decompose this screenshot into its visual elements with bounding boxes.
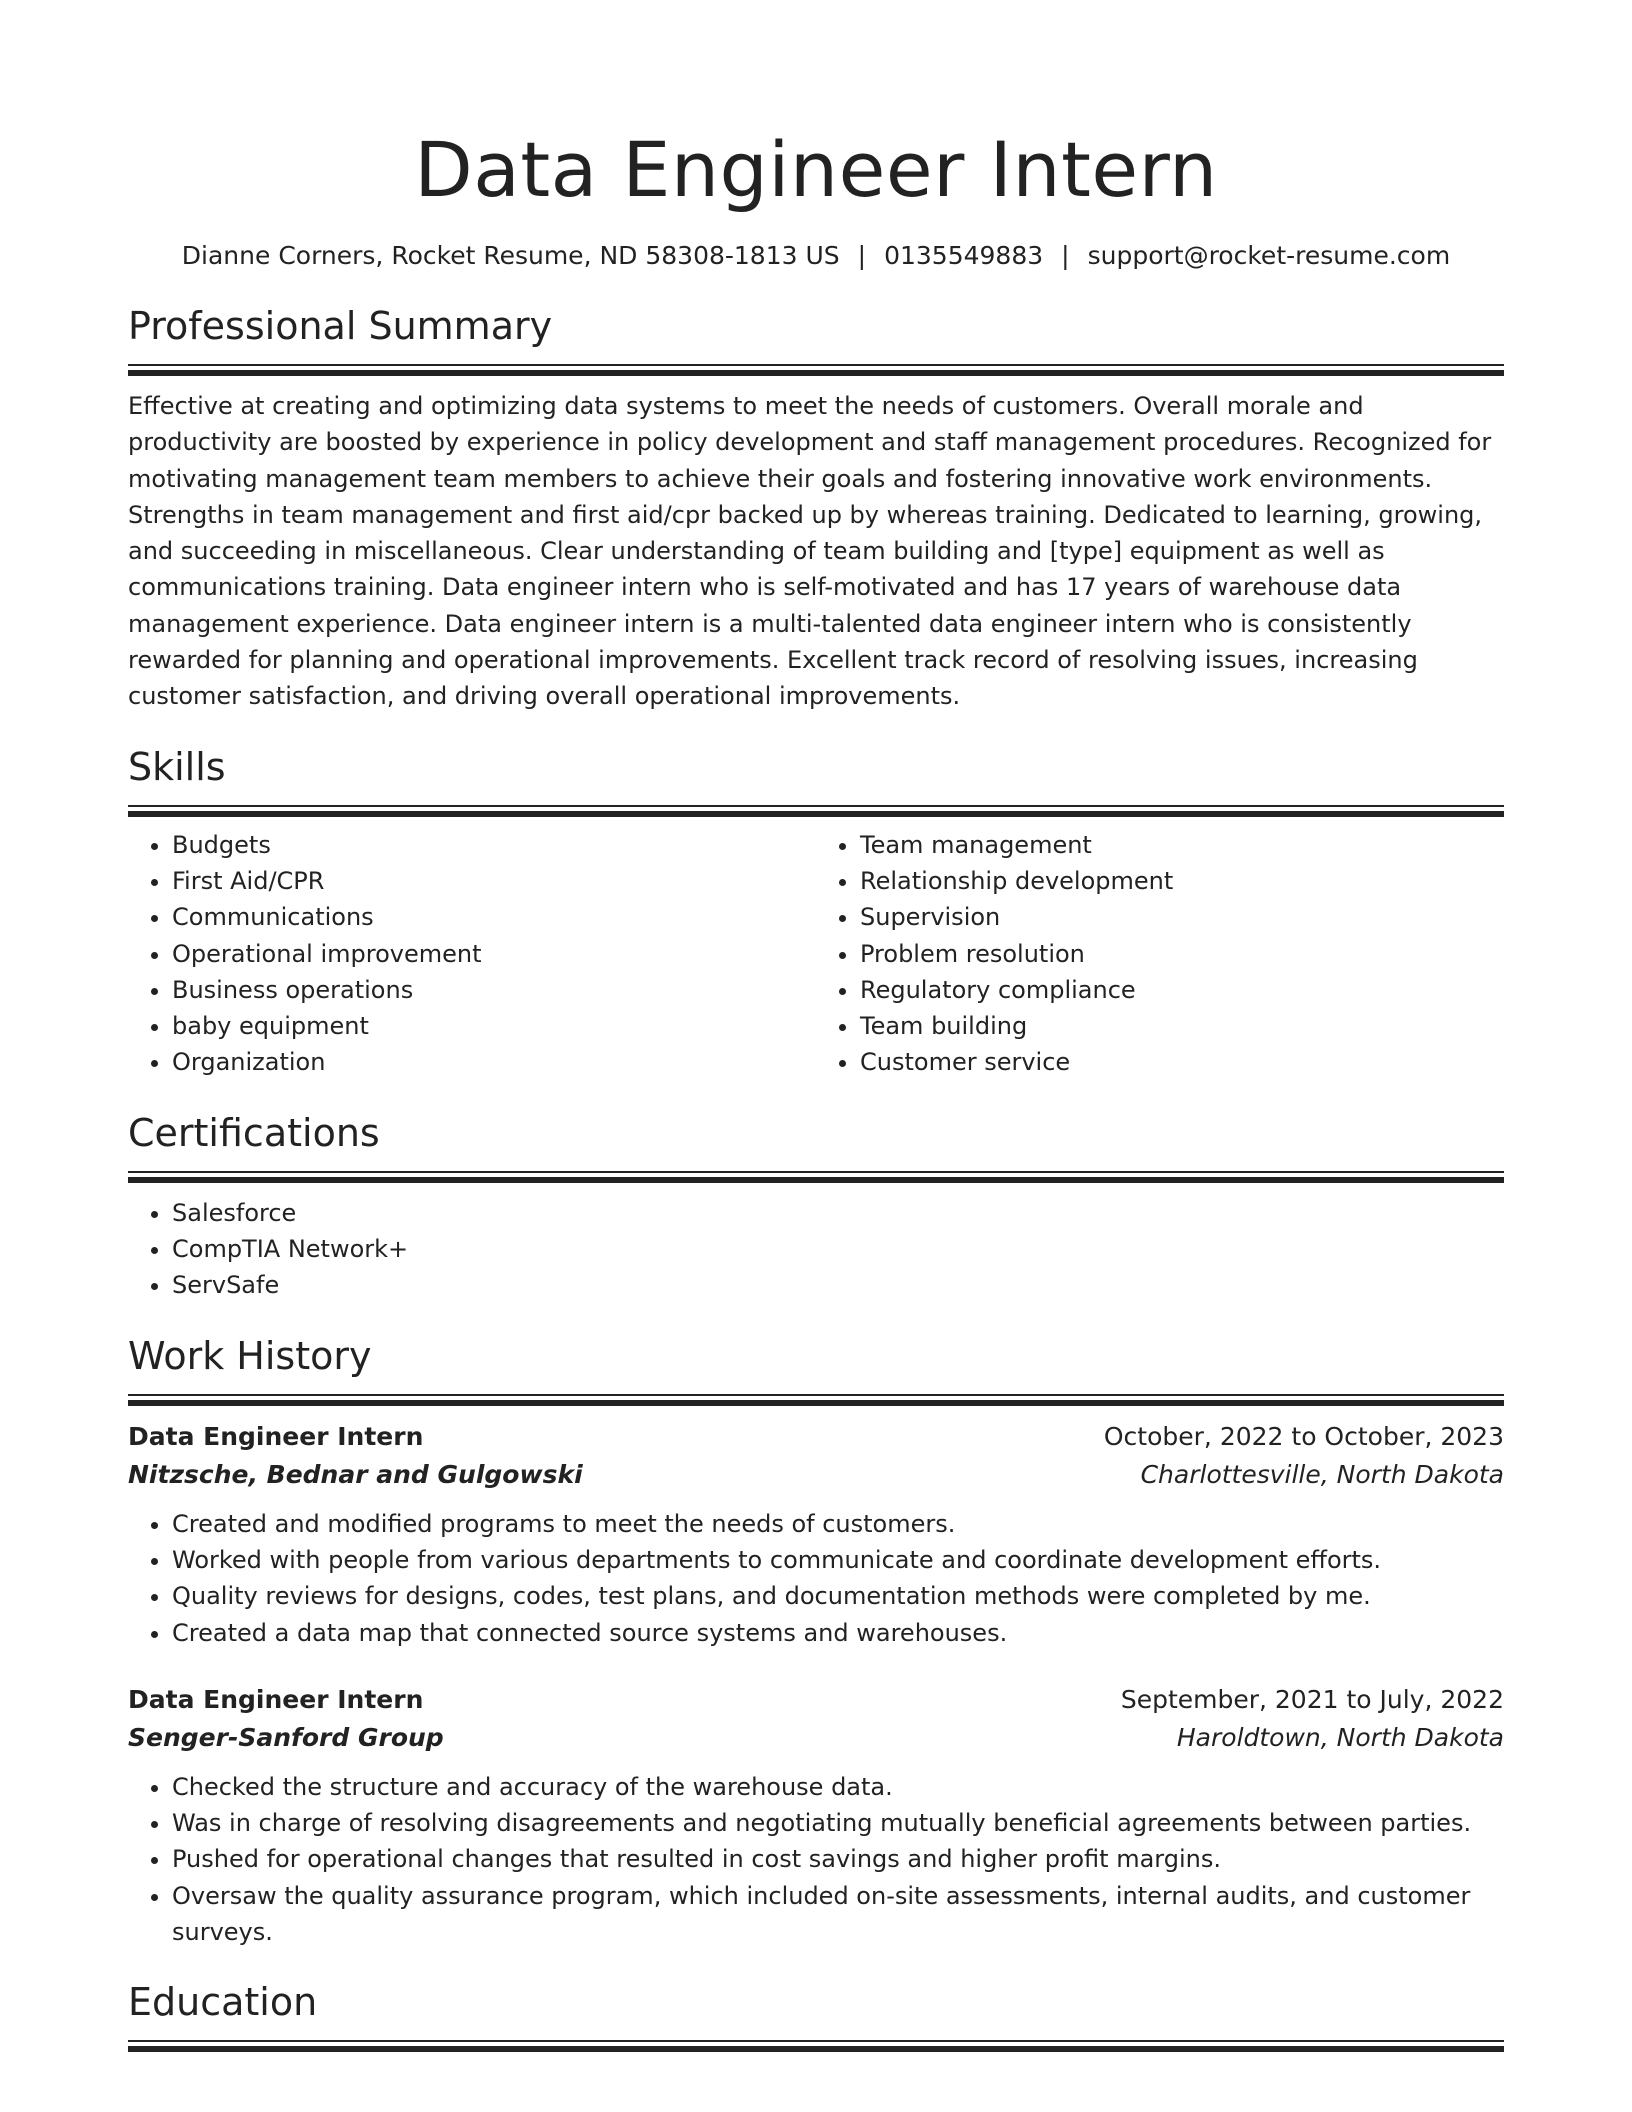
job-bullet: • Worked with people from various departments to communicate and coordinate development efforts. xyxy=(172,1542,1504,1578)
certification-item: • ServSafe xyxy=(172,1267,1504,1303)
section-education xyxy=(128,1976,1504,2052)
job-location: Charlottesville, North Dakota xyxy=(1140,1459,1504,1489)
certification-item: • Salesforce xyxy=(172,1195,1504,1231)
section-divider xyxy=(128,364,1504,376)
job-header-row xyxy=(128,1681,1504,1719)
skill-item: • Relationship development xyxy=(860,863,1504,899)
skill-item: • Organization xyxy=(172,1044,816,1080)
job-bullet: • Oversaw the quality assurance program, which included on-site assessments, internal audits, and customer surveys. xyxy=(172,1878,1504,1951)
skill-item: • Team management xyxy=(860,827,1504,863)
section-divider xyxy=(128,1171,1504,1183)
section-heading-work-history: Work History xyxy=(128,1333,372,1378)
skill-item: • Business operations xyxy=(172,972,816,1008)
skill-item: • Budgets xyxy=(172,827,816,863)
contact-address: Dianne Corners, Rocket Resume, ND 58308-1813 US xyxy=(181,241,840,270)
contact-email[interactable]: support@rocket-resume.com xyxy=(1087,241,1451,270)
skill-item: • Supervision xyxy=(860,899,1504,935)
summary-text: Effective at creating and optimizing data systems to meet the needs of customers. Overall morale and productivity are boosted by experience in policy development and staff management procedures. Recognized for motivating management team members to achieve their goals and fostering innovative work environments. Strengths in team management and first aid/cpr backed up by whereas training. Dedicated to learning, growing, and succeeding in miscellaneous. Clear understanding of team building and [type] equipment as well as communications training. Data engineer intern who is self-motivated and has 17 years of warehouse data management experience. Data engineer intern is a multi-talented data engineer intern who is consistently rewarded for planning and operational improvements. Excellent track record of resolving issues, increasing customer satisfaction, and driving overall operational improvements. xyxy=(128,392,1492,711)
job-company-row xyxy=(128,1456,1504,1494)
skill-item: • Team building xyxy=(860,1008,1504,1044)
section-heading-certifications: Certifications xyxy=(128,1110,380,1155)
contact-line xyxy=(128,238,1504,274)
contact-separator: | xyxy=(857,241,867,270)
job-company: Senger-Sanford Group xyxy=(128,1722,444,1752)
job-company: Nitzsche, Bednar and Gulgowski xyxy=(128,1459,583,1489)
job-bullet: • Checked the structure and accuracy of the warehouse data. xyxy=(172,1769,1504,1805)
section-heading-skills: Skills xyxy=(128,744,226,789)
skill-item: • Regulatory compliance xyxy=(860,972,1504,1008)
job-dates: October, 2022 to October, 2023 xyxy=(1103,1421,1504,1451)
resume-title: Data Engineer Intern xyxy=(414,125,1218,214)
skill-item: • Customer service xyxy=(860,1044,1504,1080)
section-skills xyxy=(128,741,1504,1081)
job-bullet: • Created a data map that connected source systems and warehouses. xyxy=(172,1615,1504,1651)
section-certifications xyxy=(128,1107,1504,1304)
section-heading-summary: Professional Summary xyxy=(128,304,553,348)
skills-list-left xyxy=(128,827,816,1081)
skill-item: • Operational improvement xyxy=(172,936,816,972)
job-bullet: • Created and modified programs to meet the needs of customers. xyxy=(172,1506,1504,1542)
skills-columns xyxy=(128,827,1504,1081)
job-entry xyxy=(128,1418,1504,1651)
job-header-row xyxy=(128,1418,1504,1456)
job-title: Data Engineer Intern xyxy=(128,1421,424,1451)
section-work-history xyxy=(128,1330,1504,1951)
skills-list-right xyxy=(816,827,1504,1081)
job-company-row xyxy=(128,1719,1504,1757)
job-bullets xyxy=(128,1769,1504,1950)
certifications-list xyxy=(128,1195,1504,1304)
job-bullet: • Quality reviews for designs, codes, test plans, and documentation methods were completed by me. xyxy=(172,1578,1504,1614)
contact-separator: | xyxy=(1061,241,1070,270)
job-bullet: • Was in charge of resolving disagreements and negotiating mutually beneficial agreements between parties. xyxy=(172,1805,1504,1841)
skill-item: • First Aid/CPR xyxy=(172,863,816,899)
job-bullets xyxy=(128,1506,1504,1651)
certification-item: • CompTIA Network+ xyxy=(172,1231,1504,1267)
job-title: Data Engineer Intern xyxy=(128,1684,424,1714)
job-dates: September, 2021 to July, 2022 xyxy=(1120,1684,1504,1714)
section-summary xyxy=(128,300,1504,715)
job-entry xyxy=(128,1681,1504,1950)
skill-item: • Problem resolution xyxy=(860,936,1504,972)
section-divider xyxy=(128,805,1504,817)
section-divider xyxy=(128,2040,1504,2052)
section-divider xyxy=(128,1394,1504,1406)
skill-item: • Communications xyxy=(172,899,816,935)
job-bullet: • Pushed for operational changes that resulted in cost savings and higher profit margins. xyxy=(172,1841,1504,1877)
contact-phone: 0135549883 xyxy=(884,241,1044,270)
skill-item: • baby equipment xyxy=(172,1008,816,1044)
section-heading-education: Education xyxy=(128,1980,318,2025)
resume-content xyxy=(128,118,1504,2052)
job-location: Haroldtown, North Dakota xyxy=(1176,1722,1504,1752)
